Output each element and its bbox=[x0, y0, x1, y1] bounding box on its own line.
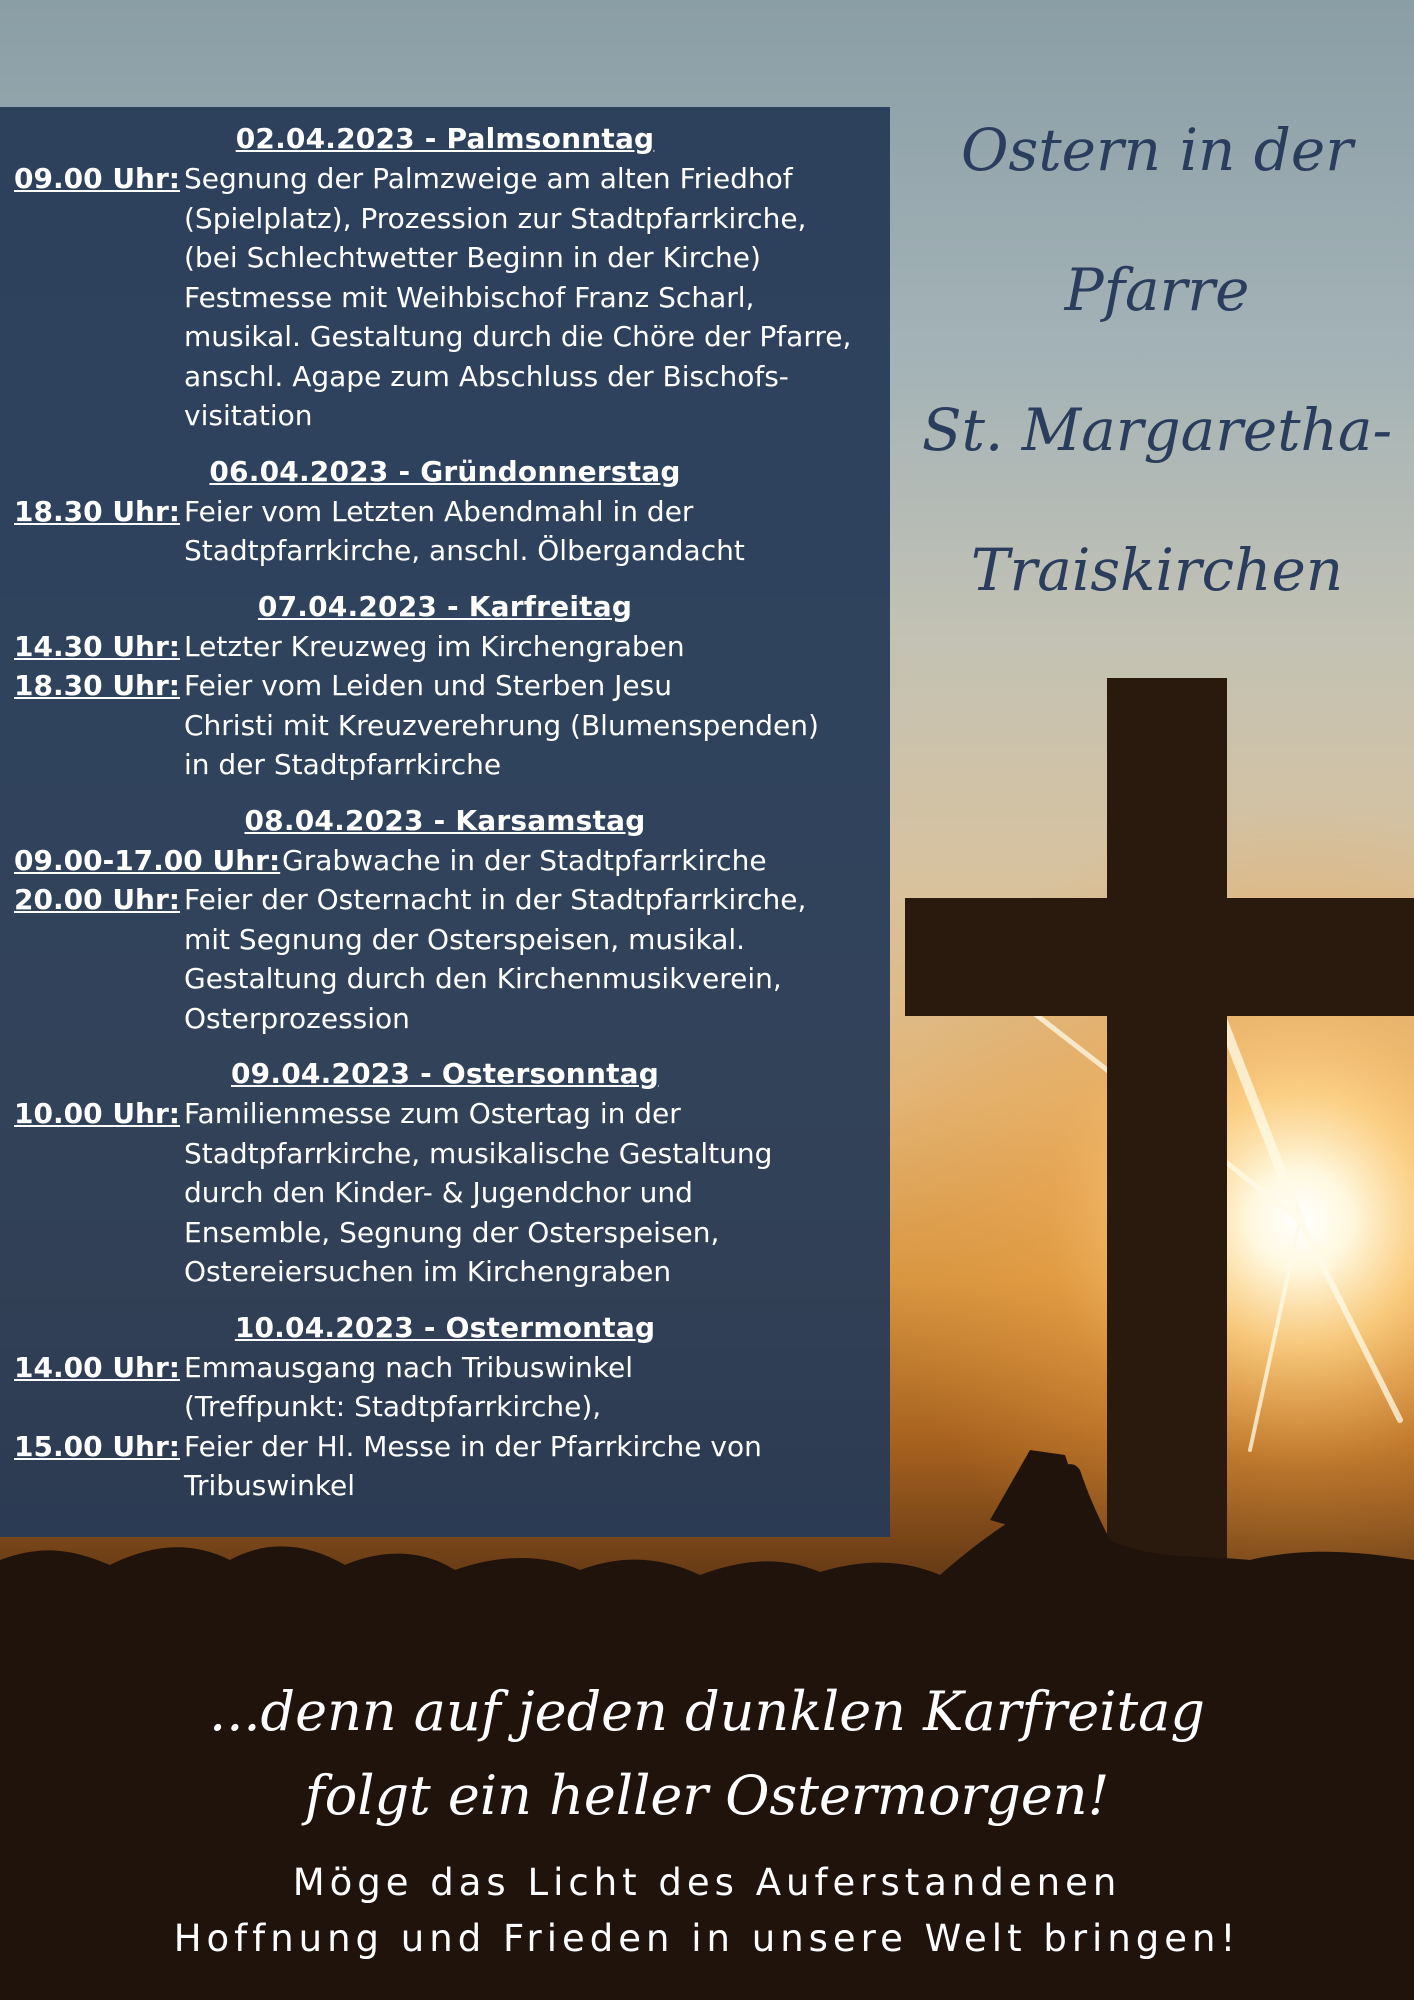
event-description-line: Feier vom Letzten Abendmahl in der bbox=[184, 494, 694, 528]
event-description-line: Osterprozession bbox=[184, 1001, 410, 1035]
schedule-event bbox=[14, 841, 876, 881]
schedule-panel bbox=[0, 107, 890, 1537]
event-description-line: in der Stadtpfarrkirche bbox=[184, 748, 502, 781]
headline-line-1: Ostern in der bbox=[961, 116, 1353, 184]
event-description-line: Emmausgang nach Tribuswinkel bbox=[184, 1350, 634, 1384]
event-description-line: Letzter Kreuzweg im Kirchengraben bbox=[184, 629, 685, 663]
event-description-line: Ostereiersuchen im Kirchengraben bbox=[184, 1255, 672, 1288]
event-description-line: Christi mit Kreuzverehrung (Blumenspenden) bbox=[184, 708, 819, 742]
day-title: 02.04.2023 - Palmsonntag bbox=[235, 122, 655, 155]
event-description-line: Gestaltung durch den Kirchenmusikverein, bbox=[184, 962, 782, 995]
motto-line-1: ...denn auf jeden dunklen Karfreitag bbox=[209, 1680, 1205, 1743]
schedule-event bbox=[14, 492, 876, 571]
schedule-event bbox=[14, 1427, 876, 1506]
schedule-event bbox=[14, 880, 876, 1038]
motto-line-2: folgt ein heller Ostermorgen! bbox=[304, 1764, 1110, 1827]
schedule-event bbox=[14, 1348, 876, 1427]
event-description-line: musikal. Gestaltung durch die Chöre der Pfarre, bbox=[184, 320, 852, 353]
headline-line-3: St. Margaretha- bbox=[921, 396, 1393, 464]
event-description-line: Tribuswinkel bbox=[184, 1469, 356, 1502]
event-time: 20.00 Uhr: bbox=[14, 883, 180, 916]
day-title: 06.04.2023 - Gründonnerstag bbox=[209, 454, 681, 488]
event-description-line: mit Segnung der Osterspeisen, musikal. bbox=[184, 922, 746, 956]
event-description-line: Feier vom Leiden und Sterben Jesu bbox=[184, 669, 672, 702]
event-time: 18.30 Uhr: bbox=[14, 494, 180, 528]
event-description-line: Ensemble, Segnung der Osterspeisen, bbox=[184, 1215, 720, 1249]
event-description-line: Festmesse mit Weihbischof Franz Scharl, bbox=[184, 280, 755, 314]
schedule-day bbox=[14, 1308, 876, 1506]
schedule-event bbox=[14, 666, 876, 785]
event-description-line: Segnung der Palmzweige am alten Friedhof bbox=[184, 162, 793, 195]
schedule-day bbox=[14, 587, 876, 785]
event-description-line: (Treffpunkt: Stadtpfarrkirche), bbox=[184, 1390, 602, 1423]
blessing bbox=[0, 1855, 1414, 1967]
event-description-line: Grabwache in der Stadtpfarrkirche bbox=[282, 843, 767, 877]
event-description-line: Stadtpfarrkirche, anschl. Ölbergandacht bbox=[184, 534, 745, 567]
day-title: 10.04.2023 - Ostermontag bbox=[234, 1310, 656, 1344]
event-time: 09.00-17.00 Uhr: bbox=[14, 843, 281, 877]
headline-line-2: Pfarre bbox=[1064, 256, 1250, 324]
event-description-line: Feier der Hl. Messe in der Pfarrkirche von bbox=[184, 1429, 762, 1463]
event-time: 15.00 Uhr: bbox=[14, 1429, 180, 1463]
headline bbox=[900, 80, 1414, 640]
event-time: 09.00 Uhr: bbox=[14, 162, 180, 195]
schedule-event bbox=[14, 159, 876, 436]
motto bbox=[0, 1670, 1414, 1838]
schedule-event bbox=[14, 627, 876, 667]
event-description-line: Stadtpfarrkirche, musikalische Gestaltung bbox=[184, 1136, 773, 1170]
day-title: 09.04.2023 - Ostersonntag bbox=[231, 1057, 659, 1090]
schedule-day bbox=[14, 1054, 876, 1292]
event-description-line: Feier der Osternacht in der Stadtpfarrkirche, bbox=[184, 883, 807, 916]
blessing-line-1: Möge das Licht des Auferstandenen bbox=[292, 1861, 1122, 1904]
schedule-day bbox=[14, 801, 876, 1039]
schedule-event bbox=[14, 1094, 876, 1292]
event-description-line: visitation bbox=[184, 399, 313, 432]
event-time: 14.00 Uhr: bbox=[14, 1350, 180, 1384]
day-title: 07.04.2023 - Karfreitag bbox=[257, 589, 633, 623]
day-title: 08.04.2023 - Karsamstag bbox=[244, 803, 646, 837]
event-description-line: anschl. Agape zum Abschluss der Bischofs- bbox=[184, 359, 789, 393]
blessing-line-2: Hoffnung und Frieden in unsere Welt bringen! bbox=[173, 1917, 1241, 1960]
event-description-line: (bei Schlechtwetter Beginn in der Kirche) bbox=[184, 241, 761, 274]
event-description-line: durch den Kinder- & Jugendchor und bbox=[184, 1176, 693, 1209]
schedule-day bbox=[14, 452, 876, 571]
event-time: 14.30 Uhr: bbox=[14, 629, 180, 663]
event-description-line: Familienmesse zum Ostertag in der bbox=[184, 1097, 681, 1130]
event-time: 18.30 Uhr: bbox=[14, 669, 180, 702]
event-time: 10.00 Uhr: bbox=[14, 1097, 180, 1130]
schedule-day bbox=[14, 119, 876, 436]
headline-line-4: Traiskirchen bbox=[970, 536, 1344, 604]
event-description-line: (Spielplatz), Prozession zur Stadtpfarrkirche, bbox=[184, 201, 807, 235]
